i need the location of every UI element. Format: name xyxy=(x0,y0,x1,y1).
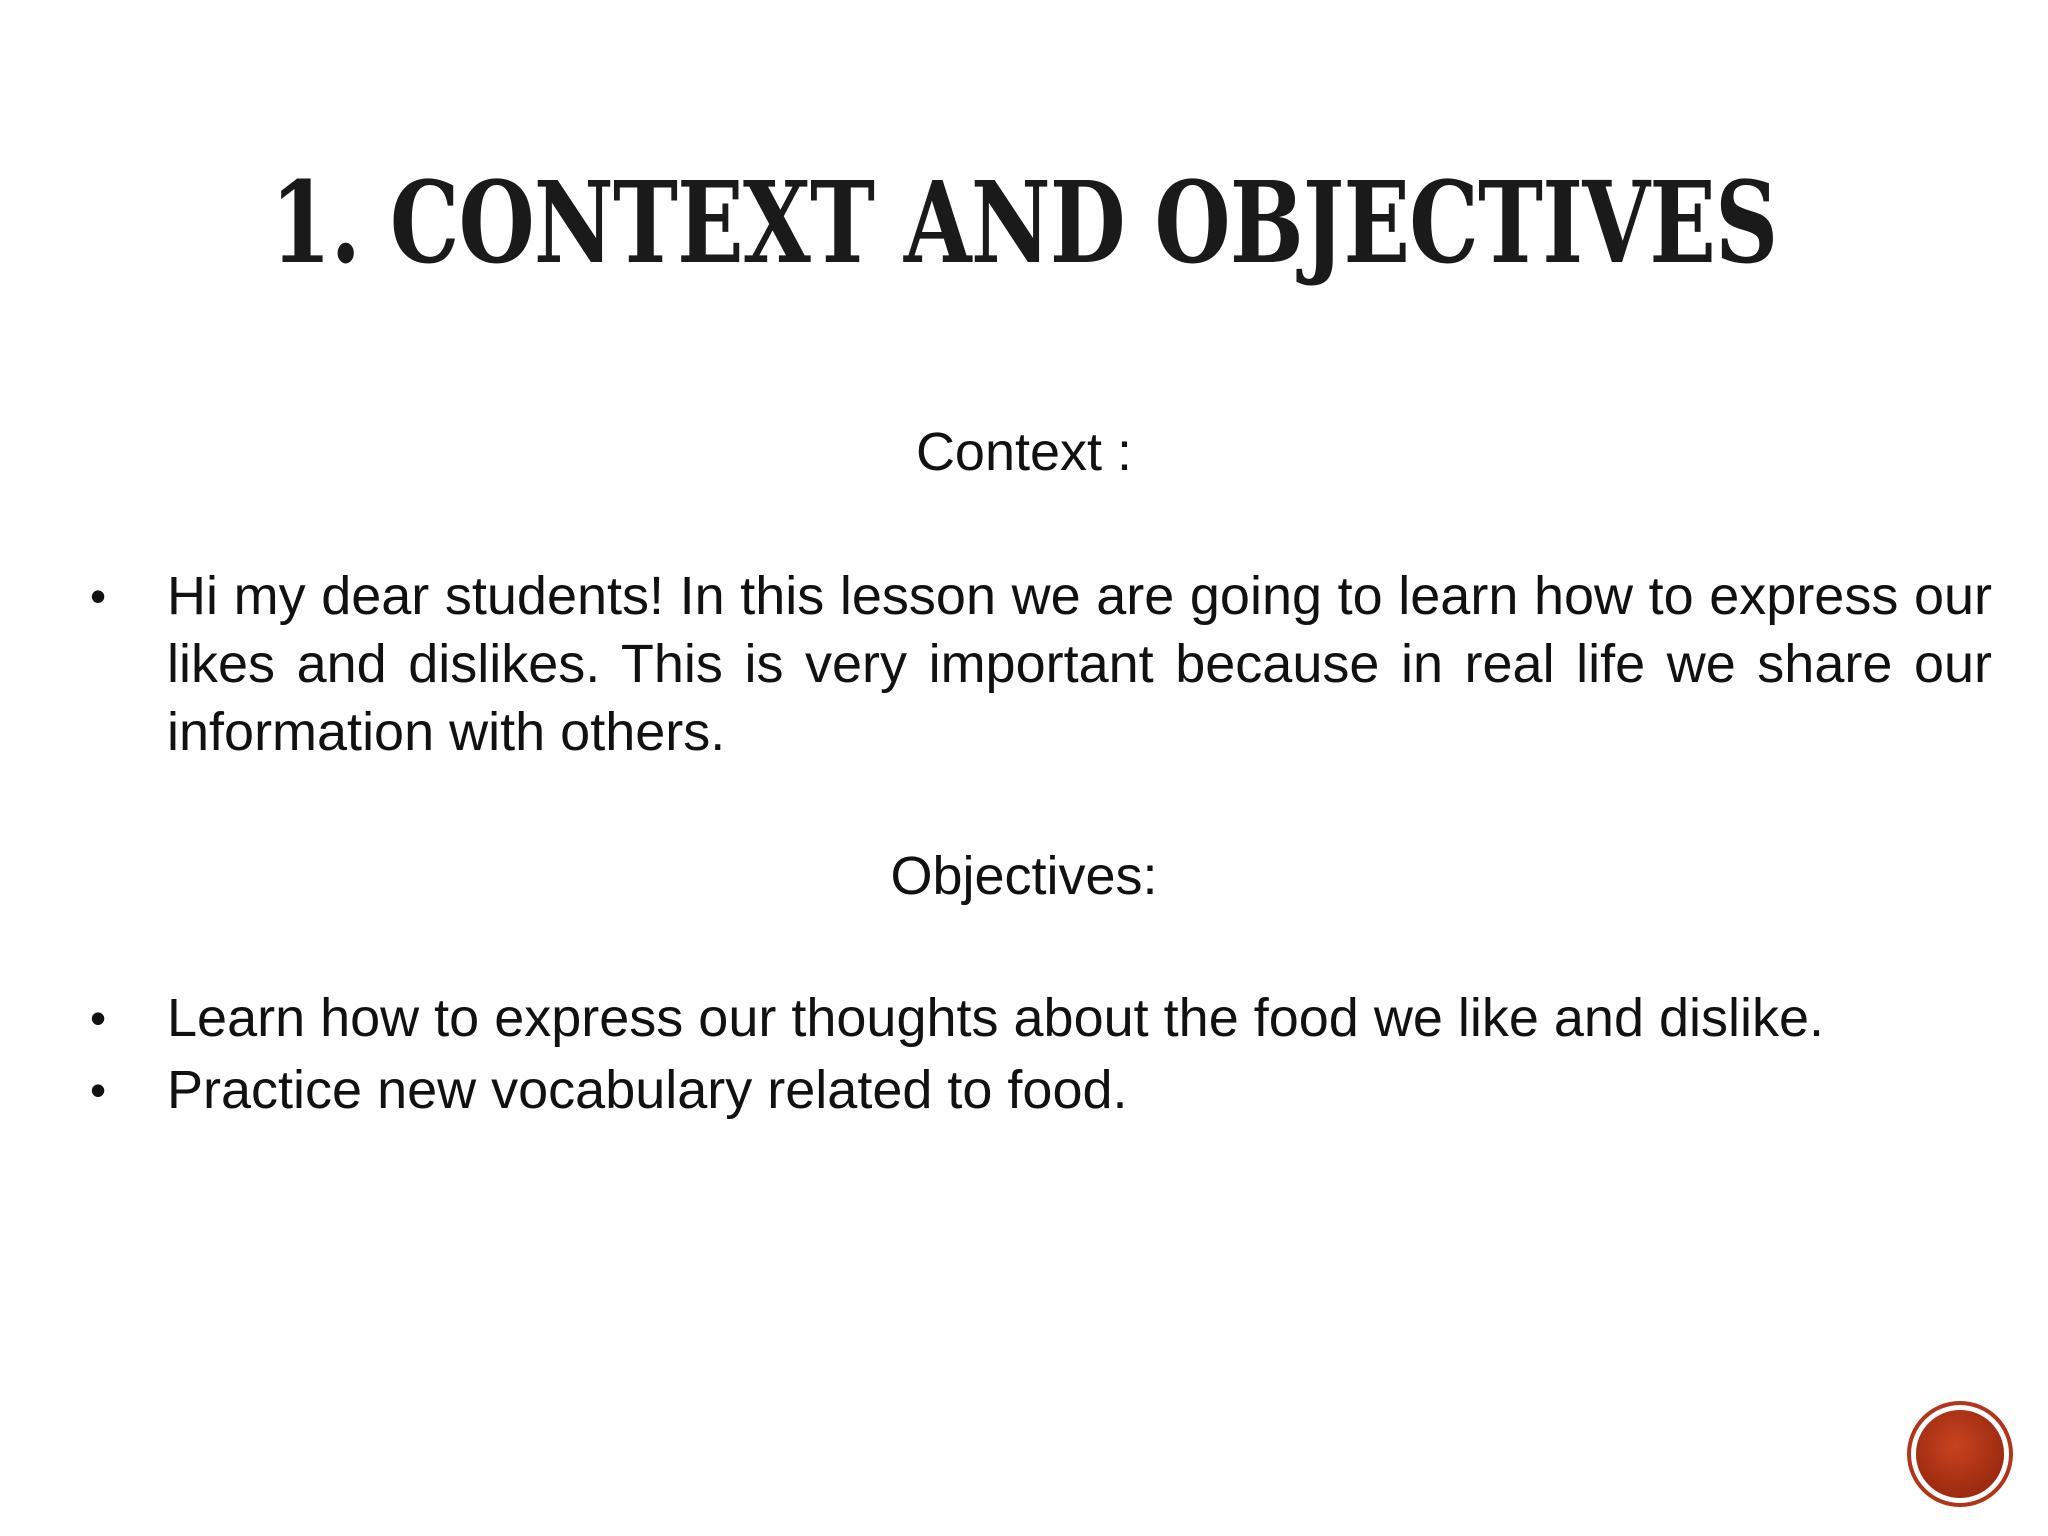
context-bullet-list xyxy=(80,562,1992,766)
objective-bullet-text: Learn how to express our thoughts about the food we like and dislike. xyxy=(167,988,1825,1048)
list-item xyxy=(80,562,1992,766)
red-circle-icon[interactable] xyxy=(1916,1410,2004,1498)
context-heading: Context : xyxy=(915,422,1133,482)
slide-title: 1. CONTEXT AND OBJECTIVES xyxy=(270,158,1778,289)
bullet-icon: • xyxy=(90,1064,107,1116)
objectives-bullet-list xyxy=(80,984,1980,1128)
context-bullet-text: Hi my dear students! In this lesson we are going to learn how to express our likes and dislikes. This is very important because in real life we share our information with others. xyxy=(167,566,1992,762)
bullet-icon: • xyxy=(90,570,107,622)
list-item xyxy=(80,1056,1980,1124)
objectives-heading: Objectives: xyxy=(890,846,1158,906)
list-item xyxy=(80,984,1980,1052)
bullet-icon: • xyxy=(90,992,107,1044)
objective-bullet-text: Practice new vocabulary related to food. xyxy=(167,1060,1128,1120)
